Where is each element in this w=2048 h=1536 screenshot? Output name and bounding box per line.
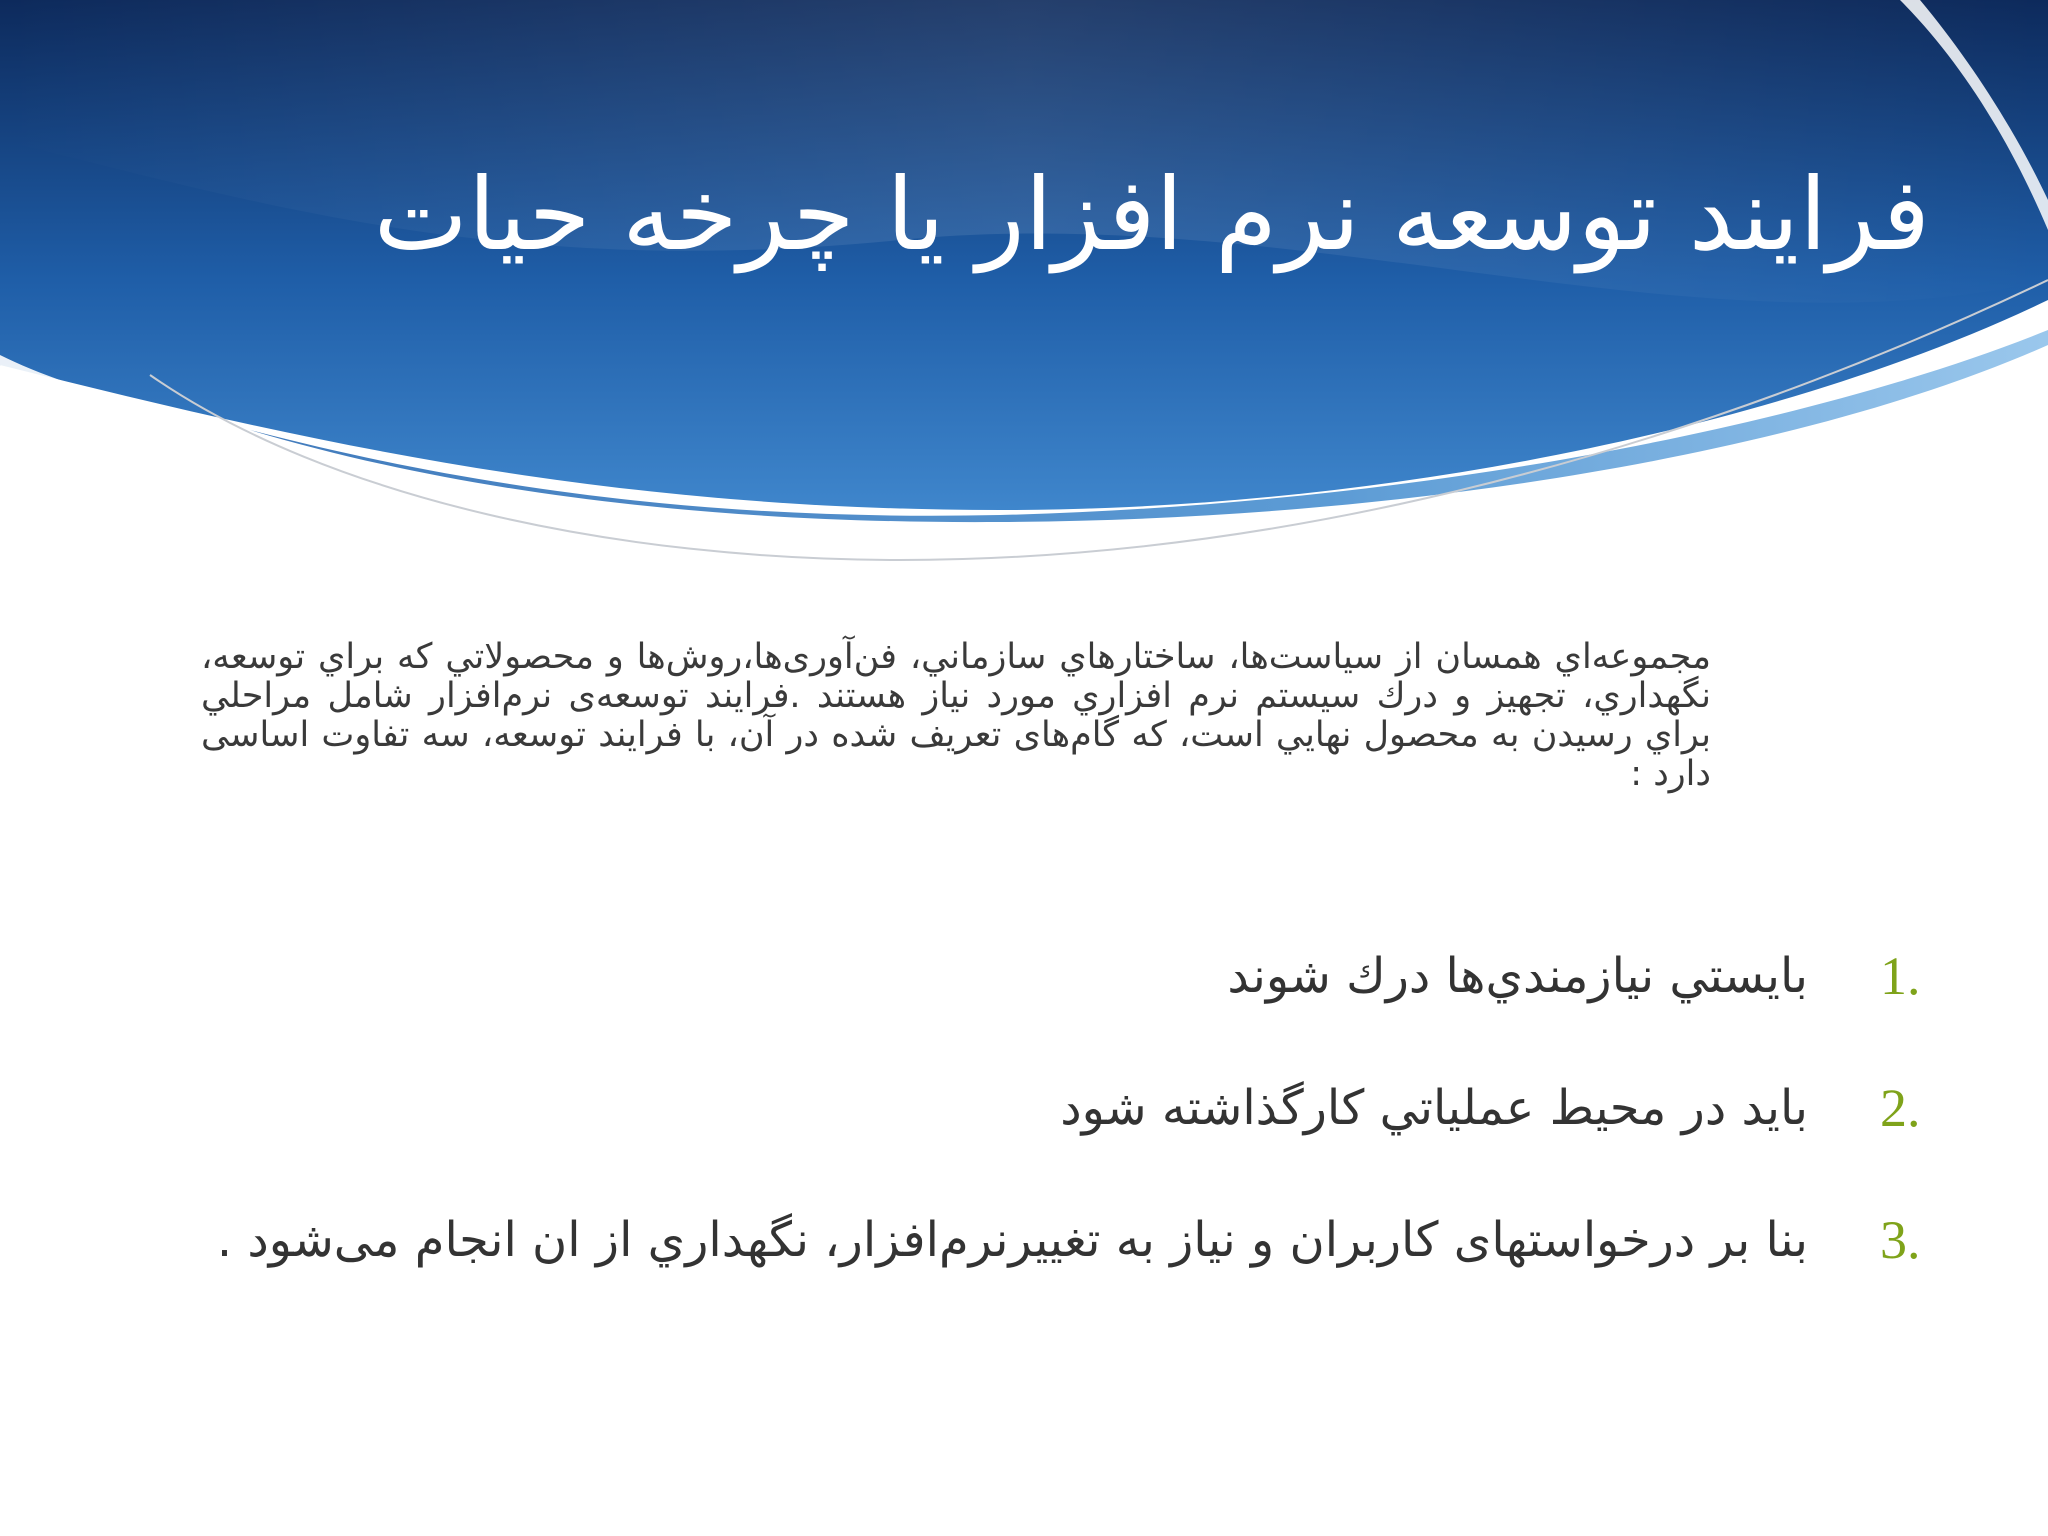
intro-paragraph	[201, 638, 1711, 794]
intro-line: مجموعه‌اي همسان از سياست‌ها، ساختارهاي سازماني، فن‌آوری‌ها،روش‌ها و محصولاتي که	[397, 637, 1711, 677]
list-item-number: 1.	[1880, 946, 1921, 1006]
header-banner	[0, 0, 2048, 580]
numbered-list	[180, 940, 1960, 1336]
slide-title: فرايند توسعه نرم افزار يا چرخه حيات	[373, 156, 1930, 273]
list-item-number: 3.	[1880, 1210, 1921, 1270]
list-item-text: بايد در محيط عملياتي کارگذاشته شود	[1060, 1080, 1808, 1136]
list-item-text: بنا بر درخواستهای کاربران و نياز به تغييرنرم‌افزار، نگهداري از ان انجام می‌شود .	[216, 1212, 1808, 1268]
intro-line: نرم‌افزار شامل مراحلي براي رسيدن به محصول نهايي است، که گام‌های تعريف شده در آن،	[201, 676, 1711, 755]
list-item-number: 2.	[1880, 1078, 1921, 1138]
intro-line: با فرايند توسعه، سه تفاوت اساسی دارد :	[201, 715, 1711, 794]
list-item	[180, 1072, 1960, 1144]
list-item	[180, 1204, 1960, 1276]
list-item	[180, 940, 1960, 1012]
list-item-text: بايستي نيازمندي‌ها درك شوند	[1227, 948, 1808, 1004]
intro-line: براي توسعه، نگهداري، تجهيز و درك سيستم نرم افزاري مورد نياز هستند .فرايند توسعه‌ی	[201, 637, 1711, 716]
